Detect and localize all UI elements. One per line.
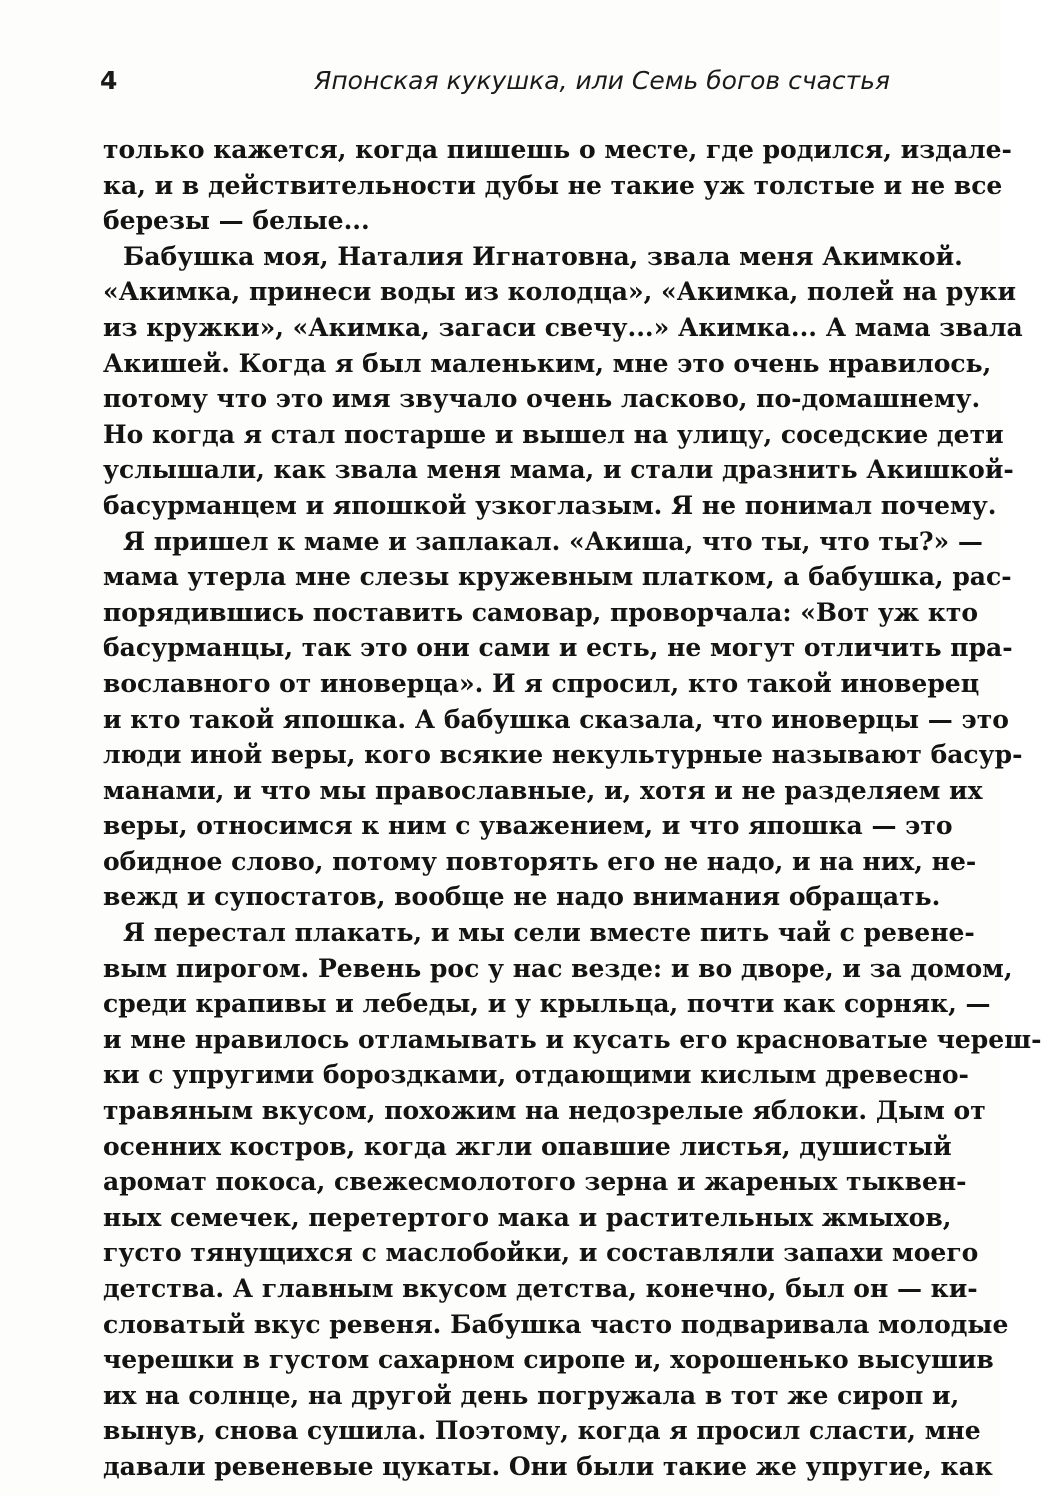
text-line: люди иной веры, кого всякие некультурные называют басур- — [103, 740, 1023, 770]
body-text — [103, 132, 1041, 1485]
text-line: из кружки», «Акимка, загаси свечу...» Акимка... А мама звала — [103, 312, 1023, 342]
text-line: обидное слово, потому повторять его не надо, и на них, не- — [103, 846, 977, 876]
text-line: вым пирогом. Ревень рос у нас везде: и во дворе, и за домом, — [103, 953, 1013, 983]
text-line: Я перестал плакать, и мы сели вместе пить чай с ревене- — [123, 918, 975, 948]
text-line: словатый вкус ревеня. Бабушка часто подваривала молодые — [103, 1309, 1009, 1339]
running-title: Японская кукушка, или Семь богов счастья — [313, 66, 890, 95]
text-line: мама утерла мне слезы кружевным платком, а бабушка, рас- — [103, 562, 1012, 592]
text-line: и мне нравилось отламывать и кусать его красноватые череш- — [103, 1024, 1041, 1054]
text-line: Я пришел к маме и заплакал. «Акиша, что ты, что ты?» — — [123, 526, 983, 556]
page-number: 4 — [100, 66, 118, 95]
text-line: басурманцем и япошкой узкоглазым. Я не понимал почему. — [103, 490, 997, 520]
text-line: черешки в густом сахарном сиропе и, хорошенько высушив — [103, 1345, 994, 1375]
text-line: вынув, снова сушила. Поэтому, когда я просил сласти, мне — [103, 1416, 981, 1446]
text-line: Акишей. Когда я был маленьким, мне это очень нравилось, — [103, 348, 992, 378]
text-line: среди крапивы и лебеды, и у крыльца, почти как сорняк, — — [103, 989, 991, 1019]
text-line: осенних костров, когда жгли опавшие листья, душистый — [103, 1131, 952, 1161]
text-line: ки с упругими бороздками, отдающими кислым древесно- — [103, 1060, 969, 1090]
text-line: порядившись поставить самовар, проворчала: «Вот уж кто — [103, 597, 979, 627]
text-line: детства. А главным вкусом детства, конечно, был он — ки- — [103, 1274, 978, 1303]
text-line: вославного от иноверца». И я спросил, кто такой иноверец — [103, 668, 980, 698]
text-line: манами, и что мы православные, и, хотя и не разделяем их — [103, 775, 983, 805]
text-line: басурманцы, так это они сами и есть, не могут отличить пра- — [103, 633, 1013, 663]
text-line: потому что это имя звучало очень ласково, по-домашнему. — [103, 384, 981, 414]
text-line: густо тянущихся с маслобойки, и составляли запахи моего — [103, 1238, 979, 1268]
text-line: веры, относимся к ним с уважением, и что япошка — это — [103, 811, 953, 841]
text-line: Бабушка моя, Наталия Игнатовна, звала меня Акимкой. — [123, 241, 963, 271]
text-line: «Акимка, принеси воды из колодца», «Акимка, полей на руки — [103, 277, 1017, 307]
text-line: и кто такой япошка. А бабушка сказала, что иноверцы — это — [103, 704, 1009, 734]
text-line: давали ревеневые цукаты. Они были такие же упругие, как — [103, 1451, 993, 1481]
text-line: аромат покоса, свежесмолотого зерна и жареных тыквен- — [103, 1167, 967, 1197]
text-line: ка, и в действительности дубы не такие уж толстые и не все — [103, 170, 1003, 200]
text-line: ных семечек, перетертого мака и растительных жмыхов, — [103, 1202, 952, 1232]
text-line: только кажется, когда пишешь о месте, где родился, издале- — [103, 135, 1012, 164]
text-line: Но когда я стал постарше и вышел на улицу, соседские дети — [103, 419, 1004, 449]
text-line: их на солнце, на другой день погружала в тот же сироп и, — [103, 1380, 960, 1410]
text-line: услышали, как звала меня мама, и стали дразнить Акишкой- — [103, 455, 1014, 485]
text-line: травяным вкусом, похожим на недозрелые яблоки. Дым от — [103, 1096, 986, 1126]
running-header — [100, 66, 890, 106]
text-line: вежд и супостатов, вообще не надо внимания обращать. — [103, 882, 941, 912]
text-line: березы — белые... — [103, 206, 370, 236]
